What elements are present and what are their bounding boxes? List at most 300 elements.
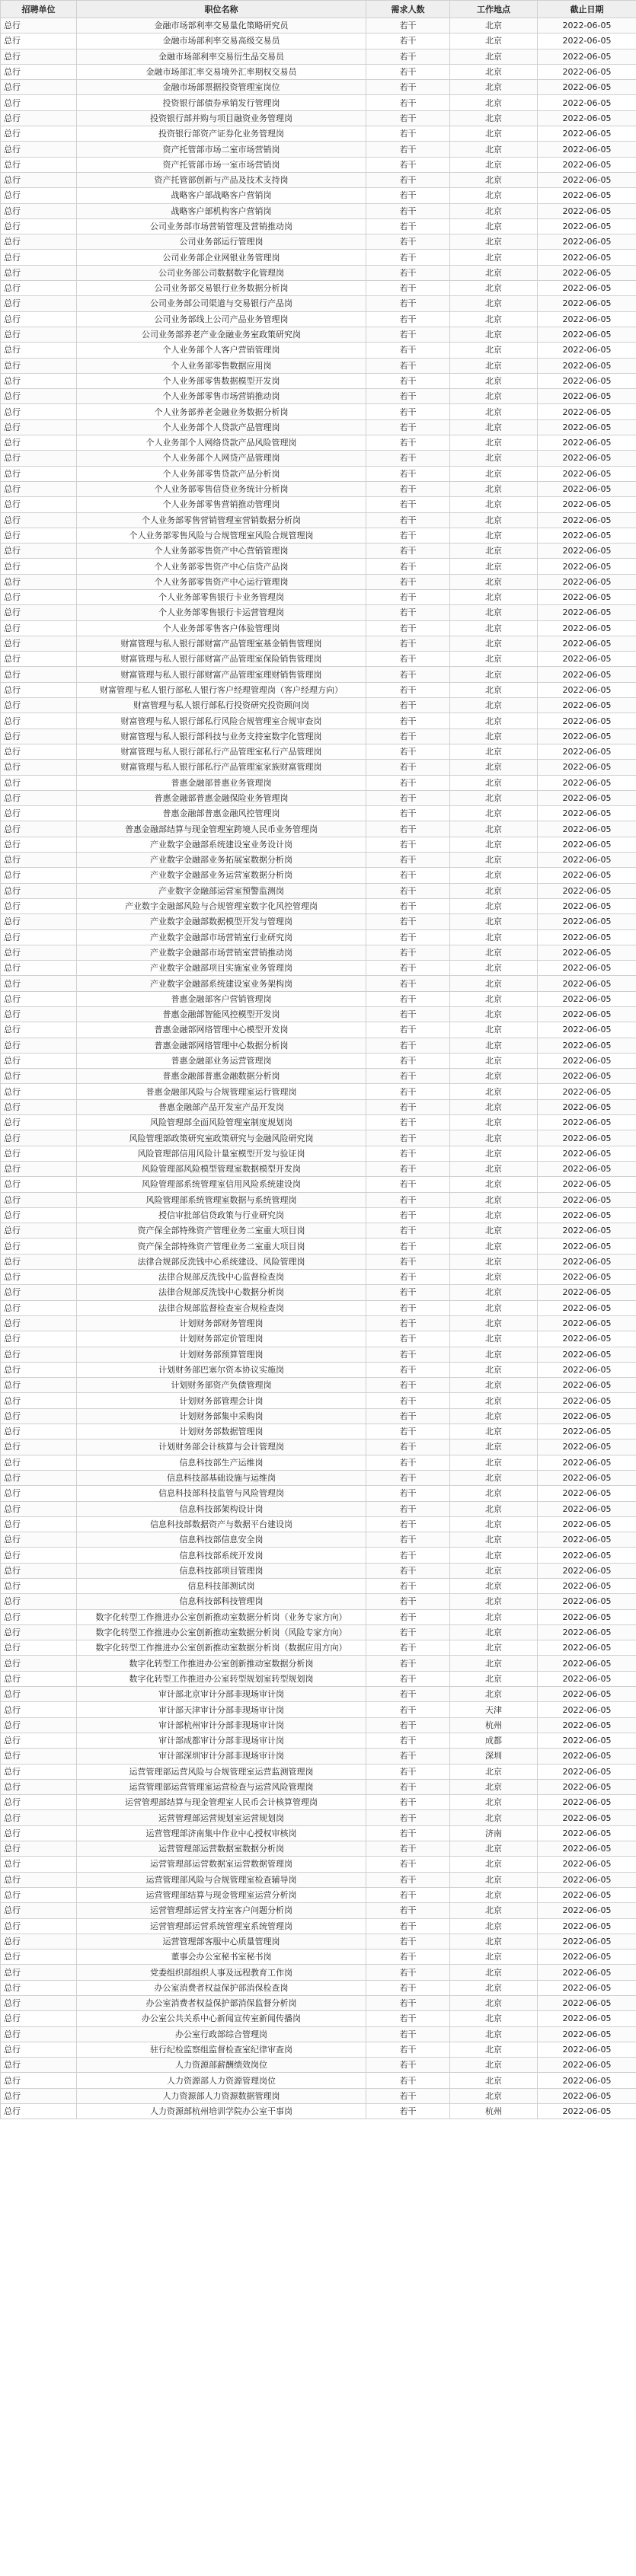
cell-position: 个人业务部个人贷款产品管理岗 <box>77 419 366 435</box>
cell-headcount: 若干 <box>366 744 450 759</box>
cell-unit: 总行 <box>1 1825 77 1841</box>
cell-headcount: 若干 <box>366 80 450 95</box>
cell-headcount: 若干 <box>366 2073 450 2088</box>
cell-headcount: 若干 <box>366 327 450 342</box>
cell-unit: 总行 <box>1 620 77 636</box>
cell-deadline: 2022-06-05 <box>538 110 636 126</box>
cell-headcount: 若干 <box>366 234 450 250</box>
cell-deadline: 2022-06-05 <box>538 1315 636 1331</box>
cell-unit: 总行 <box>1 1146 77 1161</box>
cell-headcount: 若干 <box>366 2026 450 2042</box>
cell-position: 战略客户部战略客户营销岗 <box>77 188 366 203</box>
cell-headcount: 若干 <box>366 620 450 636</box>
cell-position: 公司业务部线上公司产品业务管理岗 <box>77 311 366 327</box>
cell-location: 杭州 <box>450 2104 538 2119</box>
cell-headcount: 若干 <box>366 1934 450 1949</box>
cell-location: 北京 <box>450 1764 538 1779</box>
cell-headcount: 若干 <box>366 1825 450 1841</box>
cell-headcount: 若干 <box>366 775 450 790</box>
cell-position: 风险管理部系统管理室信用风险系统建设岗 <box>77 1177 366 1192</box>
cell-unit: 总行 <box>1 652 77 667</box>
table-row <box>1 1903 636 1918</box>
cell-headcount: 若干 <box>366 1532 450 1548</box>
cell-deadline: 2022-06-05 <box>538 481 636 496</box>
cell-location: 北京 <box>450 667 538 682</box>
cell-unit: 总行 <box>1 806 77 821</box>
cell-location: 北京 <box>450 744 538 759</box>
cell-location: 北京 <box>450 1254 538 1269</box>
cell-unit: 总行 <box>1 698 77 713</box>
cell-unit: 总行 <box>1 1300 77 1315</box>
cell-location: 北京 <box>450 775 538 790</box>
cell-unit: 总行 <box>1 589 77 604</box>
cell-location: 北京 <box>450 636 538 651</box>
cell-position: 运营管理部运营支持室客户问题分析岗 <box>77 1903 366 1918</box>
cell-unit: 总行 <box>1 1965 77 1980</box>
cell-headcount: 若干 <box>366 1965 450 1980</box>
cell-unit: 总行 <box>1 1733 77 1748</box>
cell-deadline: 2022-06-05 <box>538 652 636 667</box>
cell-headcount: 若干 <box>366 466 450 481</box>
cell-deadline: 2022-06-05 <box>538 80 636 95</box>
cell-location: 北京 <box>450 1903 538 1918</box>
cell-position: 公司业务部企业网银业务管理岗 <box>77 250 366 265</box>
table-row <box>1 1192 636 1207</box>
cell-headcount: 若干 <box>366 389 450 404</box>
table-row <box>1 1532 636 1548</box>
cell-position: 资产托管部市场二室市场营销岗 <box>77 142 366 157</box>
table-row <box>1 2073 636 2088</box>
table-row <box>1 1424 636 1439</box>
table-row <box>1 1146 636 1161</box>
cell-location: 北京 <box>450 1810 538 1825</box>
cell-location: 北京 <box>450 451 538 466</box>
table-row <box>1 2088 636 2103</box>
cell-location: 北京 <box>450 1115 538 1130</box>
cell-headcount: 若干 <box>366 1378 450 1393</box>
cell-position: 普惠金融部风险与合规管理室运行管理岗 <box>77 1084 366 1099</box>
cell-unit: 总行 <box>1 1578 77 1593</box>
cell-position: 普惠金融部业务运营管理岗 <box>77 1053 366 1068</box>
cell-headcount: 若干 <box>366 1285 450 1300</box>
table-row <box>1 33 636 49</box>
cell-deadline: 2022-06-05 <box>538 1563 636 1578</box>
cell-headcount: 若干 <box>366 1841 450 1857</box>
cell-headcount: 若干 <box>366 1578 450 1593</box>
table-row <box>1 1687 636 1702</box>
cell-headcount: 若干 <box>366 1810 450 1825</box>
cell-headcount: 若干 <box>366 373 450 388</box>
cell-unit: 总行 <box>1 1084 77 1099</box>
cell-headcount: 若干 <box>366 698 450 713</box>
cell-location: 北京 <box>450 1146 538 1161</box>
cell-headcount: 若干 <box>366 49 450 64</box>
cell-position: 数字化转型工作推进办公室创新推动室数据分析岗（业务专家方向） <box>77 1609 366 1624</box>
cell-headcount: 若干 <box>366 1872 450 1887</box>
cell-deadline: 2022-06-05 <box>538 188 636 203</box>
cell-position: 运营管理部济南集中作业中心授权审核岗 <box>77 1825 366 1841</box>
cell-headcount: 若干 <box>366 1223 450 1239</box>
cell-headcount: 若干 <box>366 1486 450 1501</box>
cell-position: 办公室消费者权益保护部消保检查岗 <box>77 1980 366 1995</box>
cell-unit: 总行 <box>1 1038 77 1053</box>
cell-unit: 总行 <box>1 1779 77 1794</box>
cell-deadline: 2022-06-05 <box>538 1362 636 1377</box>
table-row <box>1 1733 636 1748</box>
cell-unit: 总行 <box>1 2088 77 2103</box>
table-row <box>1 1270 636 1285</box>
table-row <box>1 698 636 713</box>
table-row <box>1 265 636 280</box>
cell-deadline: 2022-06-05 <box>538 142 636 157</box>
cell-location: 北京 <box>450 1516 538 1532</box>
cell-position: 运营管理部运营风险与合规管理室运营监测管理岗 <box>77 1764 366 1779</box>
cell-headcount: 若干 <box>366 435 450 451</box>
cell-location: 北京 <box>450 1594 538 1609</box>
cell-deadline: 2022-06-05 <box>538 574 636 589</box>
cell-position: 个人业务部零售风险与合规管理室风险合规管理岗 <box>77 528 366 543</box>
cell-location: 北京 <box>450 95 538 110</box>
cell-location: 北京 <box>450 652 538 667</box>
table-row <box>1 126 636 142</box>
cell-position: 个人业务部零售银行卡业务管理岗 <box>77 589 366 604</box>
cell-location: 北京 <box>450 188 538 203</box>
cell-headcount: 若干 <box>366 1038 450 1053</box>
cell-position: 计划财务部资产负债管理岗 <box>77 1378 366 1393</box>
cell-location: 北京 <box>450 1022 538 1038</box>
cell-headcount: 若干 <box>366 853 450 868</box>
cell-deadline: 2022-06-05 <box>538 1161 636 1176</box>
cell-deadline: 2022-06-05 <box>538 605 636 620</box>
table-row <box>1 203 636 218</box>
table-row <box>1 1640 636 1656</box>
cell-deadline: 2022-06-05 <box>538 1516 636 1532</box>
cell-location: 北京 <box>450 1578 538 1593</box>
cell-headcount: 若干 <box>366 18 450 33</box>
cell-unit: 总行 <box>1 837 77 852</box>
cell-headcount: 若干 <box>366 760 450 775</box>
cell-headcount: 若干 <box>366 281 450 296</box>
cell-position: 资产保全部特殊资产管理业务二室重大项目岗 <box>77 1239 366 1254</box>
cell-unit: 总行 <box>1 1239 77 1254</box>
table-row <box>1 1624 636 1640</box>
cell-deadline: 2022-06-05 <box>538 203 636 218</box>
cell-unit: 总行 <box>1 1393 77 1408</box>
table-row <box>1 95 636 110</box>
cell-headcount: 若干 <box>366 33 450 49</box>
cell-position: 战略客户部机构客户营销岗 <box>77 203 366 218</box>
cell-headcount: 若干 <box>366 976 450 991</box>
cell-unit: 总行 <box>1 1053 77 1068</box>
cell-deadline: 2022-06-05 <box>538 2042 636 2057</box>
cell-headcount: 若干 <box>366 1548 450 1563</box>
cell-headcount: 若干 <box>366 682 450 697</box>
cell-location: 北京 <box>450 1378 538 1393</box>
cell-headcount: 若干 <box>366 574 450 589</box>
cell-unit: 总行 <box>1 1470 77 1485</box>
table-row <box>1 1810 636 1825</box>
cell-headcount: 若干 <box>366 821 450 837</box>
cell-position: 驻行纪检监察组监督检查室纪律审查岗 <box>77 2042 366 2057</box>
cell-deadline: 2022-06-05 <box>538 1099 636 1114</box>
cell-location: 北京 <box>450 126 538 142</box>
cell-unit: 总行 <box>1 234 77 250</box>
cell-headcount: 若干 <box>366 497 450 512</box>
table-row <box>1 1872 636 1887</box>
cell-position: 普惠金融部网络管理中心数据分析岗 <box>77 1038 366 1053</box>
cell-location: 北京 <box>450 574 538 589</box>
cell-location: 杭州 <box>450 1717 538 1733</box>
cell-deadline: 2022-06-05 <box>538 1069 636 1084</box>
cell-position: 运营管理部运营规划室运营规划岗 <box>77 1810 366 1825</box>
cell-unit: 总行 <box>1 1640 77 1656</box>
cell-position: 产业数字金融部系统建设室业务设计岗 <box>77 837 366 852</box>
table-row <box>1 1038 636 1053</box>
cell-position: 个人业务部零售贷款产品分析岗 <box>77 466 366 481</box>
cell-unit: 总行 <box>1 1764 77 1779</box>
cell-headcount: 若干 <box>366 713 450 728</box>
cell-headcount: 若干 <box>366 188 450 203</box>
cell-deadline: 2022-06-05 <box>538 853 636 868</box>
cell-headcount: 若干 <box>366 110 450 126</box>
cell-deadline: 2022-06-05 <box>538 2058 636 2073</box>
cell-position: 金融市场部利率交易衍生品交易员 <box>77 49 366 64</box>
cell-deadline: 2022-06-05 <box>538 589 636 604</box>
cell-unit: 总行 <box>1 1270 77 1285</box>
cell-position: 投资银行部资产证券化业务管理岗 <box>77 126 366 142</box>
cell-headcount: 若干 <box>366 636 450 651</box>
cell-position: 普惠金融部普惠金融数据分析岗 <box>77 1069 366 1084</box>
table-row <box>1 1069 636 1084</box>
cell-unit: 总行 <box>1 1501 77 1516</box>
cell-unit: 总行 <box>1 605 77 620</box>
table-row <box>1 1702 636 1717</box>
cell-deadline: 2022-06-05 <box>538 1532 636 1548</box>
cell-headcount: 若干 <box>366 1950 450 1965</box>
cell-deadline: 2022-06-05 <box>538 1084 636 1099</box>
cell-location: 北京 <box>450 1980 538 1995</box>
table-row <box>1 358 636 373</box>
header-location[interactable]: 工作地点 <box>450 1 538 18</box>
cell-position: 产业数字金融部业务运营室数据分析岗 <box>77 868 366 883</box>
table-row <box>1 1825 636 1841</box>
cell-location: 北京 <box>450 961 538 976</box>
cell-position: 个人业务部个人网络贷款产品风险管理岗 <box>77 435 366 451</box>
table-row <box>1 744 636 759</box>
cell-deadline: 2022-06-05 <box>538 157 636 172</box>
table-row <box>1 1980 636 1995</box>
table-row <box>1 1300 636 1315</box>
cell-unit: 总行 <box>1 991 77 1006</box>
cell-location: 北京 <box>450 682 538 697</box>
cell-headcount: 若干 <box>366 64 450 79</box>
cell-location: 北京 <box>450 1038 538 1053</box>
table-row <box>1 2011 636 2026</box>
cell-headcount: 若干 <box>366 1270 450 1285</box>
cell-headcount: 若干 <box>366 1393 450 1408</box>
cell-location: 北京 <box>450 435 538 451</box>
cell-unit: 总行 <box>1 311 77 327</box>
cell-location: 北京 <box>450 1795 538 1810</box>
table-row <box>1 281 636 296</box>
cell-position: 金融市场部汇率交易境外汇率期权交易员 <box>77 64 366 79</box>
cell-position: 运营管理部运营数据室数据分析岗 <box>77 1841 366 1857</box>
table-row <box>1 898 636 913</box>
cell-location: 北京 <box>450 404 538 419</box>
cell-unit: 总行 <box>1 435 77 451</box>
cell-headcount: 若干 <box>366 1903 450 1918</box>
cell-deadline: 2022-06-05 <box>538 728 636 744</box>
cell-location: 北京 <box>450 528 538 543</box>
cell-headcount: 若干 <box>366 945 450 960</box>
cell-headcount: 若干 <box>366 203 450 218</box>
table-row <box>1 652 636 667</box>
cell-position: 投资银行部债券承销发行管理岗 <box>77 95 366 110</box>
cell-location: 北京 <box>450 281 538 296</box>
cell-deadline: 2022-06-05 <box>538 1671 636 1686</box>
header-deadline[interactable]: 截止日期 <box>538 1 636 18</box>
cell-unit: 总行 <box>1 64 77 79</box>
cell-deadline: 2022-06-05 <box>538 1439 636 1455</box>
table-row <box>1 945 636 960</box>
table-row <box>1 1857 636 1872</box>
cell-location: 北京 <box>450 929 538 945</box>
cell-location: 北京 <box>450 1887 538 1902</box>
table-row <box>1 2058 636 2073</box>
cell-deadline: 2022-06-05 <box>538 497 636 512</box>
cell-deadline: 2022-06-05 <box>538 18 636 33</box>
cell-headcount: 若干 <box>366 790 450 805</box>
cell-location: 北京 <box>450 2011 538 2026</box>
cell-position: 投资银行部并购与项目融资业务管理岗 <box>77 110 366 126</box>
cell-deadline: 2022-06-05 <box>538 1285 636 1300</box>
cell-unit: 总行 <box>1 744 77 759</box>
cell-position: 财富管理与私人银行部财富产品管理室基金销售管理岗 <box>77 636 366 651</box>
table-row <box>1 18 636 33</box>
cell-location: 北京 <box>450 1130 538 1146</box>
cell-headcount: 若干 <box>366 1254 450 1269</box>
cell-position: 产业数字金融部业务拓展室数据分析岗 <box>77 853 366 868</box>
cell-location: 北京 <box>450 1192 538 1207</box>
cell-headcount: 若干 <box>366 1656 450 1671</box>
cell-deadline: 2022-06-05 <box>538 1687 636 1702</box>
cell-location: 北京 <box>450 218 538 234</box>
cell-unit: 总行 <box>1 481 77 496</box>
cell-position: 普惠金融部产品开发室产品开发岗 <box>77 1099 366 1114</box>
cell-deadline: 2022-06-05 <box>538 1996 636 2011</box>
cell-location: 北京 <box>450 311 538 327</box>
cell-position: 运营管理部运营数据室运营数据管理岗 <box>77 1857 366 1872</box>
cell-deadline: 2022-06-05 <box>538 1486 636 1501</box>
cell-position: 计划财务部财务管理岗 <box>77 1315 366 1331</box>
cell-unit: 总行 <box>1 466 77 481</box>
cell-headcount: 若干 <box>366 2088 450 2103</box>
header-unit[interactable]: 招聘单位 <box>1 1 77 18</box>
cell-deadline: 2022-06-05 <box>538 512 636 528</box>
cell-deadline: 2022-06-05 <box>538 234 636 250</box>
table-row <box>1 728 636 744</box>
cell-unit: 总行 <box>1 1378 77 1393</box>
cell-deadline: 2022-06-05 <box>538 1470 636 1485</box>
cell-location: 北京 <box>450 1007 538 1022</box>
cell-deadline: 2022-06-05 <box>538 265 636 280</box>
table-row <box>1 574 636 589</box>
cell-headcount: 若干 <box>366 1084 450 1099</box>
cell-location: 北京 <box>450 806 538 821</box>
cell-deadline: 2022-06-05 <box>538 1857 636 1872</box>
table-row <box>1 1501 636 1516</box>
cell-location: 北京 <box>450 142 538 157</box>
cell-position: 产业数字金融部数据模型开发与管理岗 <box>77 914 366 929</box>
cell-unit: 总行 <box>1 80 77 95</box>
cell-headcount: 若干 <box>366 991 450 1006</box>
cell-position: 财富管理与私人银行部私人银行客户经理管理岗（客户经理方向） <box>77 682 366 697</box>
cell-headcount: 若干 <box>366 589 450 604</box>
cell-position: 财富管理与私人银行部私行风险合规管理室合规审查岗 <box>77 713 366 728</box>
cell-position: 数字化转型工作推进办公室创新推动室数据分析岗（风险专家方向） <box>77 1624 366 1640</box>
cell-unit: 总行 <box>1 1331 77 1347</box>
cell-location: 北京 <box>450 250 538 265</box>
cell-unit: 总行 <box>1 559 77 574</box>
table-row <box>1 497 636 512</box>
cell-position: 计划财务部巴塞尔资本协议实施岗 <box>77 1362 366 1377</box>
cell-deadline: 2022-06-05 <box>538 33 636 49</box>
table-row <box>1 1470 636 1485</box>
cell-location: 北京 <box>450 1084 538 1099</box>
cell-unit: 总行 <box>1 2026 77 2042</box>
cell-deadline: 2022-06-05 <box>538 1749 636 1764</box>
table-row <box>1 837 636 852</box>
header-position[interactable]: 职位名称 <box>77 1 366 18</box>
cell-unit: 总行 <box>1 682 77 697</box>
cell-location: 北京 <box>450 1548 538 1563</box>
cell-position: 公司业务部交易银行业务数据分析岗 <box>77 281 366 296</box>
cell-unit: 总行 <box>1 1069 77 1084</box>
cell-headcount: 若干 <box>366 1687 450 1702</box>
cell-location: 北京 <box>450 373 538 388</box>
cell-location: 北京 <box>450 1177 538 1192</box>
cell-deadline: 2022-06-05 <box>538 682 636 697</box>
cell-unit: 总行 <box>1 544 77 559</box>
table-row <box>1 1764 636 1779</box>
cell-unit: 总行 <box>1 18 77 33</box>
cell-headcount: 若干 <box>366 1115 450 1130</box>
cell-headcount: 若干 <box>366 512 450 528</box>
cell-headcount: 若干 <box>366 1424 450 1439</box>
table-row <box>1 682 636 697</box>
table-row <box>1 234 636 250</box>
cell-position: 信息科技部项目管理岗 <box>77 1563 366 1578</box>
cell-deadline: 2022-06-05 <box>538 1393 636 1408</box>
cell-location: 北京 <box>450 837 538 852</box>
table-body <box>1 18 636 2119</box>
cell-position: 金融市场部利率交易量化策略研究员 <box>77 18 366 33</box>
table-row <box>1 868 636 883</box>
cell-unit: 总行 <box>1 1795 77 1810</box>
cell-deadline: 2022-06-05 <box>538 1825 636 1841</box>
cell-headcount: 若干 <box>366 2058 450 2073</box>
cell-deadline: 2022-06-05 <box>538 744 636 759</box>
cell-location: 北京 <box>450 33 538 49</box>
header-headcount[interactable]: 需求人数 <box>366 1 450 18</box>
cell-deadline: 2022-06-05 <box>538 945 636 960</box>
cell-headcount: 若干 <box>366 2011 450 2026</box>
table-row <box>1 1099 636 1114</box>
cell-deadline: 2022-06-05 <box>538 760 636 775</box>
cell-unit: 总行 <box>1 1563 77 1578</box>
cell-unit: 总行 <box>1 512 77 528</box>
cell-headcount: 若干 <box>366 1996 450 2011</box>
